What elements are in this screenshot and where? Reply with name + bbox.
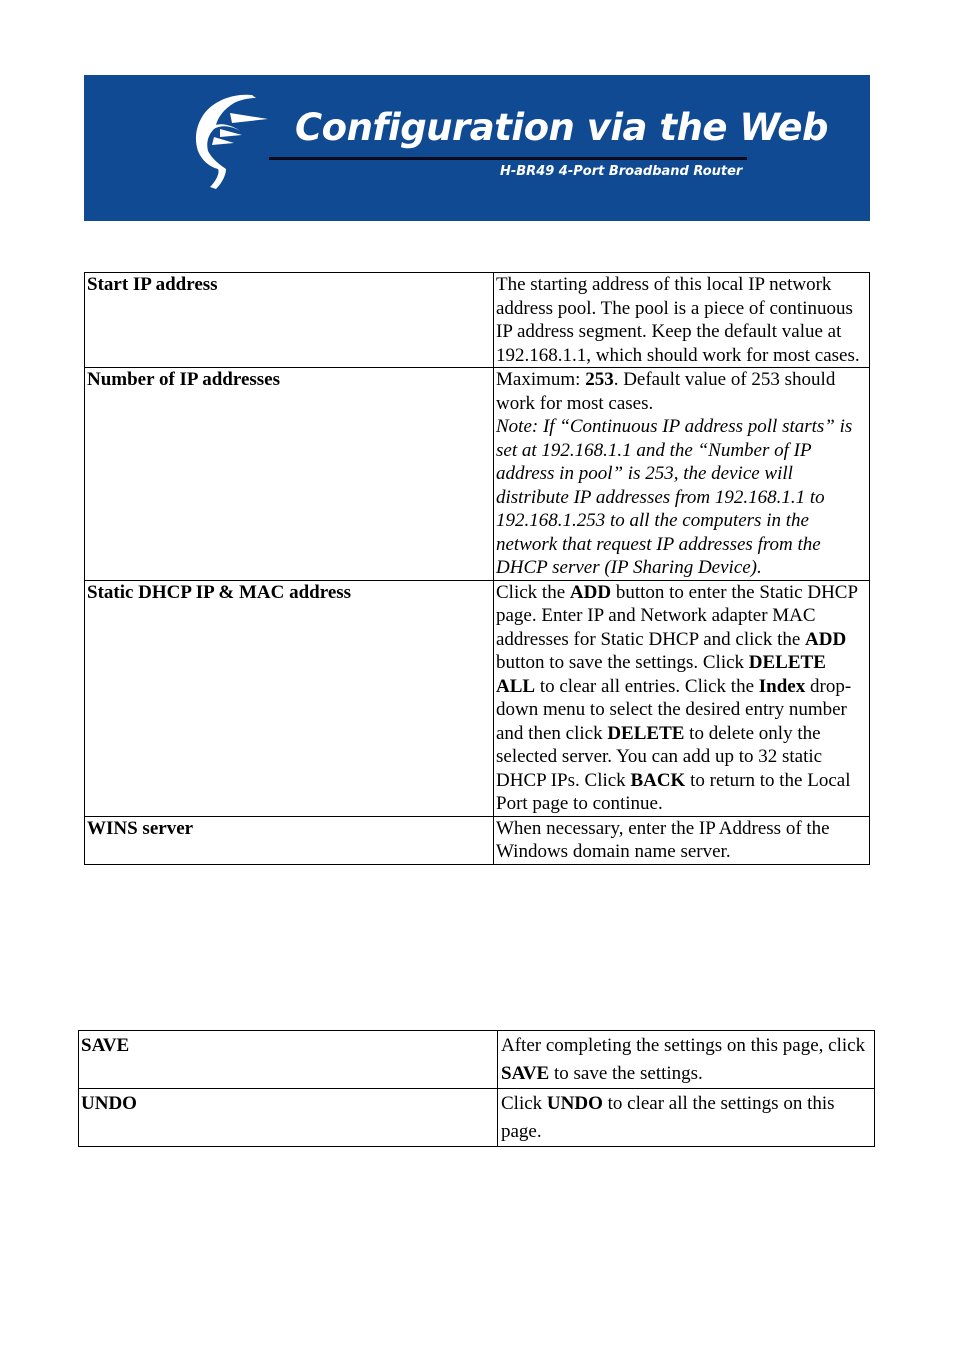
bold-term: ADD — [805, 628, 847, 650]
buttons-table — [78, 1030, 875, 1147]
row-term: Start IP address — [85, 273, 494, 368]
banner-title: Configuration via the Web — [295, 106, 828, 149]
table-row — [85, 816, 870, 864]
description-text: button to enter the Static DHCP page. Enter IP and Network adapter MAC addresses for Static DHCP and click the — [496, 581, 858, 650]
row-description — [494, 368, 870, 581]
note-text: Note: If “Continuous IP address poll starts” is set at 192.168.1.1 and the “Number of IP address in pool” is 253, the device will distribute IP addresses from 192.168.1.1 to 192.168.1.253 to all the computers in the network that request IP addresses from the DHCP server (IP Sharing Device). — [496, 416, 853, 578]
bold-term: BACK — [630, 769, 686, 791]
table-row — [85, 368, 870, 581]
bold-term: UNDO — [546, 1093, 603, 1114]
row-description — [498, 1031, 875, 1089]
bold-term: 253 — [585, 369, 614, 390]
description-text: After completing the settings on this page, click — [501, 1035, 866, 1056]
table-row — [85, 273, 870, 368]
description-text: to save the settings. — [549, 1063, 703, 1084]
description-text: Click — [501, 1093, 547, 1114]
table-row — [85, 580, 870, 816]
row-term: Number of IP addresses — [85, 368, 494, 581]
row-description — [494, 580, 870, 816]
description-text: to return to the Local Port page to continue. — [496, 769, 851, 814]
row-description — [494, 273, 870, 368]
description-text: Click the — [496, 581, 570, 603]
description-text: . Default value of 253 should work for most cases. — [496, 369, 836, 414]
banner-divider — [269, 157, 747, 160]
bold-term: SAVE — [501, 1063, 550, 1084]
description-text: The starting address of this local IP network address pool. The pool is a piece of continuous IP address segment. Keep the default value at 192.168.1.1, which should work for most cases. — [496, 274, 860, 366]
bold-term: DELETE ALL — [496, 652, 826, 697]
row-description — [494, 816, 870, 864]
banner-subtitle: H-BR49 4-Port Broadband Router — [500, 164, 743, 179]
description-text: to clear all entries. Click the — [535, 675, 759, 697]
bold-term: Index — [758, 675, 806, 697]
description-text: to delete only the selected server. You can add up to 32 static DHCP IPs. Click — [496, 722, 823, 791]
description-text: button to save the settings. Click — [496, 652, 749, 673]
bold-term: DELETE — [607, 722, 685, 744]
table-row — [79, 1089, 875, 1147]
row-term: SAVE — [79, 1031, 498, 1089]
row-term: WINS server — [85, 816, 494, 864]
row-term: Static DHCP IP & MAC address — [85, 580, 494, 816]
row-description — [498, 1089, 875, 1147]
description-text: drop-down menu to select the desired entry number and then click — [496, 675, 852, 744]
description-text: Maximum: — [496, 369, 586, 390]
bird-logo-icon — [190, 89, 290, 195]
bold-term: ADD — [569, 581, 612, 603]
description-text: to clear all the settings on this page. — [501, 1093, 835, 1142]
header-banner — [84, 75, 870, 221]
table-row — [79, 1031, 875, 1089]
description-text: When necessary, enter the IP Address of the Windows domain name server. — [496, 817, 830, 862]
row-term: UNDO — [79, 1089, 498, 1147]
settings-table — [84, 272, 870, 865]
